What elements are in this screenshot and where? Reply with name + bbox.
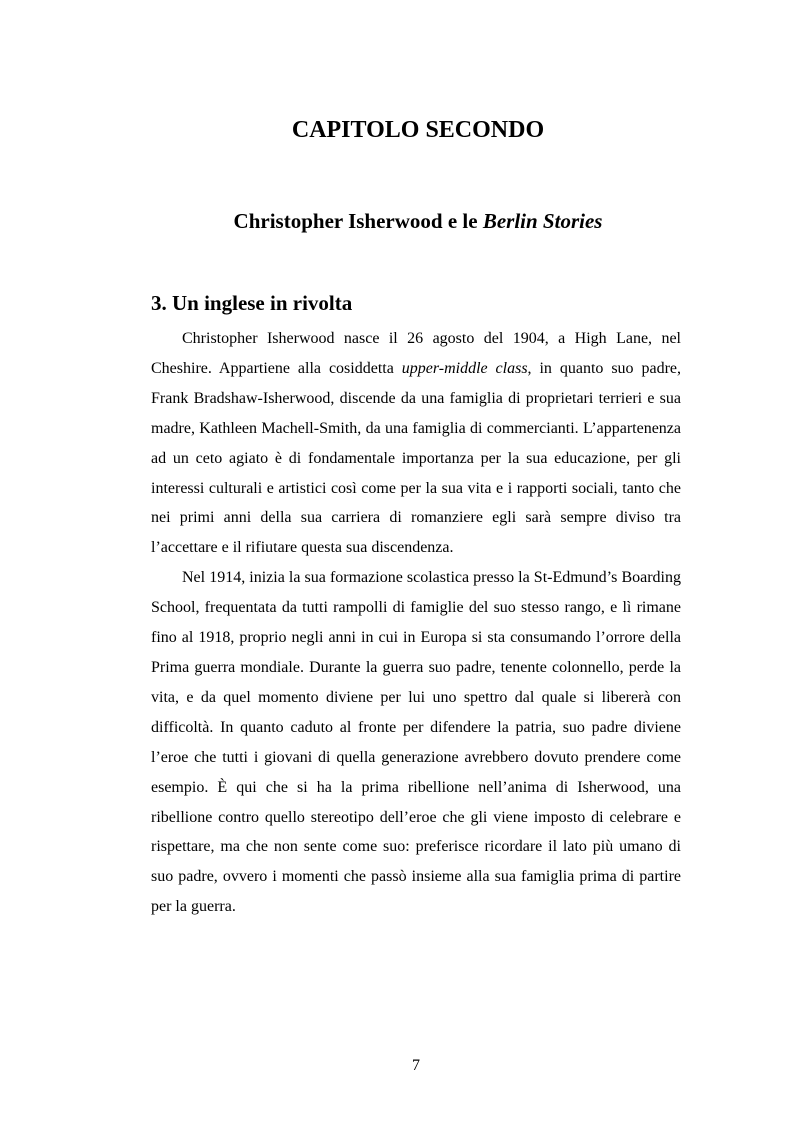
paragraph-1-end: , in quanto suo padre, Frank Bradshaw-Isherwood, discende da una famiglia di proprietari terrieri e sua madre, Kathleen Machell-Smith, da una famiglia di commercianti. L’appartenenza ad un ceto agiato è di fondamentale importanza per la sua educazione, per gli interessi culturali e artistici così come per la sua vita e i rapporti sociali, tanto che nei primi anni della sua carriera di romanziere egli sarà sempre diviso tra l’accettare e il rifiutare questa sua discendenza. — [151, 359, 681, 557]
paragraph-2: Nel 1914, inizia la sua formazione scolastica presso la St-Edmund’s Boarding School, frequentata da tutti rampolli di famiglie del suo stesso rango, e lì rimane fino al 1918, proprio negli anni in cui in Europa si sta consumando l’orrore della Prima guerra mondiale. Durante la guerra suo padre, tenente colonnello, perde la vita, e da quel momento diviene per lui uno spettro dal quale si libererà con difficoltà. In quanto caduto al fronte per difendere la patria, suo padre diviene l’eroe che tutti i giovani di quella generazione avrebbero dovuto prendere come esempio. È qui che si ha la prima ribellione nell’anima di Isherwood, una ribellione contro quello stereotipo dell’eroe che gli viene imposto di celebrare e rispettare, ma che non sente come suo: preferisce ricordare il lato più umano di suo padre, ovvero i momenti che passò insieme alla sua famiglia prima di partire per la guerra. — [151, 569, 681, 916]
chapter-title: CAPITOLO SECONDO — [291, 117, 545, 143]
chapter-subtitle — [0, 206, 793, 236]
page-number: 7 — [412, 1057, 420, 1074]
body-text — [151, 324, 681, 922]
subtitle-text: Christopher Isherwood e le — [233, 209, 483, 233]
paragraph-1 — [151, 324, 681, 563]
paragraph-1-start: Christopher Isherwood nasce il 26 agosto del 1904, a High Lane, nel Cheshire. Appartiene alla cosiddetta — [151, 330, 681, 377]
paragraph-1-italic-term: upper-middle class — [401, 359, 528, 377]
section-heading: 3. Un inglese in rivolta — [151, 291, 353, 315]
subtitle-italic-title: Berlin Stories — [482, 209, 603, 233]
